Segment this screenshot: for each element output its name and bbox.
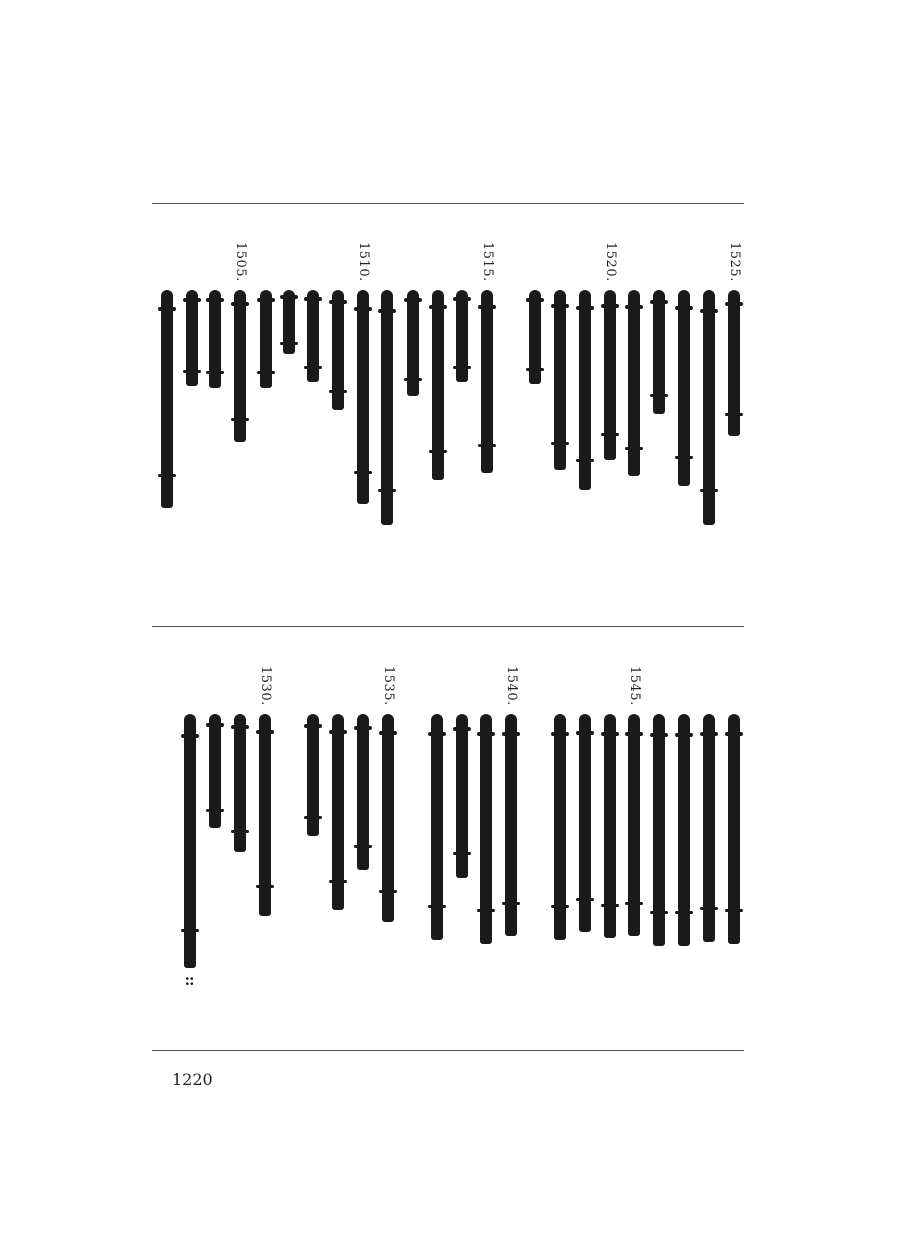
verse-number: 1525. (727, 242, 742, 282)
mongolian-script-line (678, 290, 690, 486)
mongolian-script-line (628, 290, 640, 476)
mongolian-script-line (209, 290, 221, 388)
mongolian-script-line (554, 290, 566, 470)
mongolian-script-line (382, 714, 394, 922)
mongolian-script-line (529, 290, 541, 384)
mongolian-script-line (456, 714, 468, 878)
mongolian-script-line (703, 290, 715, 525)
verse-line (476, 664, 496, 1204)
mongolian-script-line (728, 714, 740, 944)
verse-end-mark: :: (182, 976, 198, 987)
verse-line (180, 664, 200, 1204)
mongolian-script-line (381, 290, 393, 525)
mongolian-script-line (357, 714, 369, 870)
mongolian-script-line (604, 290, 616, 460)
mongolian-script-line (184, 714, 196, 968)
mongolian-script-line (481, 290, 493, 473)
verse-line (378, 664, 398, 1204)
lower-verse-block (152, 664, 752, 1204)
verse-line (649, 664, 669, 1204)
mongolian-script-line (628, 714, 640, 936)
mongolian-script-line (186, 290, 198, 386)
verse-number: 1545. (627, 666, 642, 706)
mongolian-script-line (653, 714, 665, 946)
mongolian-script-line (407, 290, 419, 396)
page-number: 1220 (172, 1070, 213, 1089)
verse-line (303, 664, 323, 1204)
verse-line (600, 664, 620, 1204)
verse-line (550, 664, 570, 1204)
mongolian-script-line (505, 714, 517, 936)
mongolian-script-line (678, 714, 690, 946)
verse-line (328, 664, 348, 1204)
mongolian-script-line (604, 714, 616, 938)
verse-line (353, 664, 373, 1204)
mongolian-script-line (260, 290, 272, 388)
mongolian-script-line (432, 290, 444, 480)
mongolian-script-line (283, 290, 295, 354)
verse-number: 1510. (356, 242, 371, 282)
verse-line (624, 664, 644, 1204)
verse-line (575, 664, 595, 1204)
verse-number: 1540. (504, 666, 519, 706)
mongolian-script-line (431, 714, 443, 940)
mongolian-script-line (307, 714, 319, 836)
verse-number: 1530. (258, 666, 273, 706)
verse-line (674, 664, 694, 1204)
mongolian-script-line (579, 714, 591, 932)
mongolian-script-line (332, 290, 344, 410)
verse-line (699, 664, 719, 1204)
mongolian-script-line (703, 714, 715, 942)
verse-line (427, 664, 447, 1204)
mongolian-script-line (554, 714, 566, 940)
verse-line (724, 664, 744, 1204)
verse-number: 1505. (233, 242, 248, 282)
mongolian-script-line (209, 714, 221, 828)
mongolian-script-line (456, 290, 468, 382)
mongolian-script-line (234, 290, 246, 442)
mongolian-script-line (234, 714, 246, 852)
verse-line (205, 664, 225, 1204)
mongolian-script-line (728, 290, 740, 436)
mongolian-script-line (259, 714, 271, 916)
mongolian-script-line (307, 290, 319, 382)
mongolian-script-line (161, 290, 173, 508)
mongolian-script-line (653, 290, 665, 414)
mongolian-script-line (357, 290, 369, 504)
verse-line (501, 664, 521, 1204)
mongolian-script-line (480, 714, 492, 944)
verse-line (230, 664, 250, 1204)
verse-line (255, 664, 275, 1204)
mongolian-script-line (332, 714, 344, 910)
verse-number: 1515. (480, 242, 495, 282)
verse-number: 1520. (603, 242, 618, 282)
verse-number: 1535. (381, 666, 396, 706)
mongolian-script-line (579, 290, 591, 490)
top-rule (152, 203, 744, 204)
verse-line (452, 664, 472, 1204)
